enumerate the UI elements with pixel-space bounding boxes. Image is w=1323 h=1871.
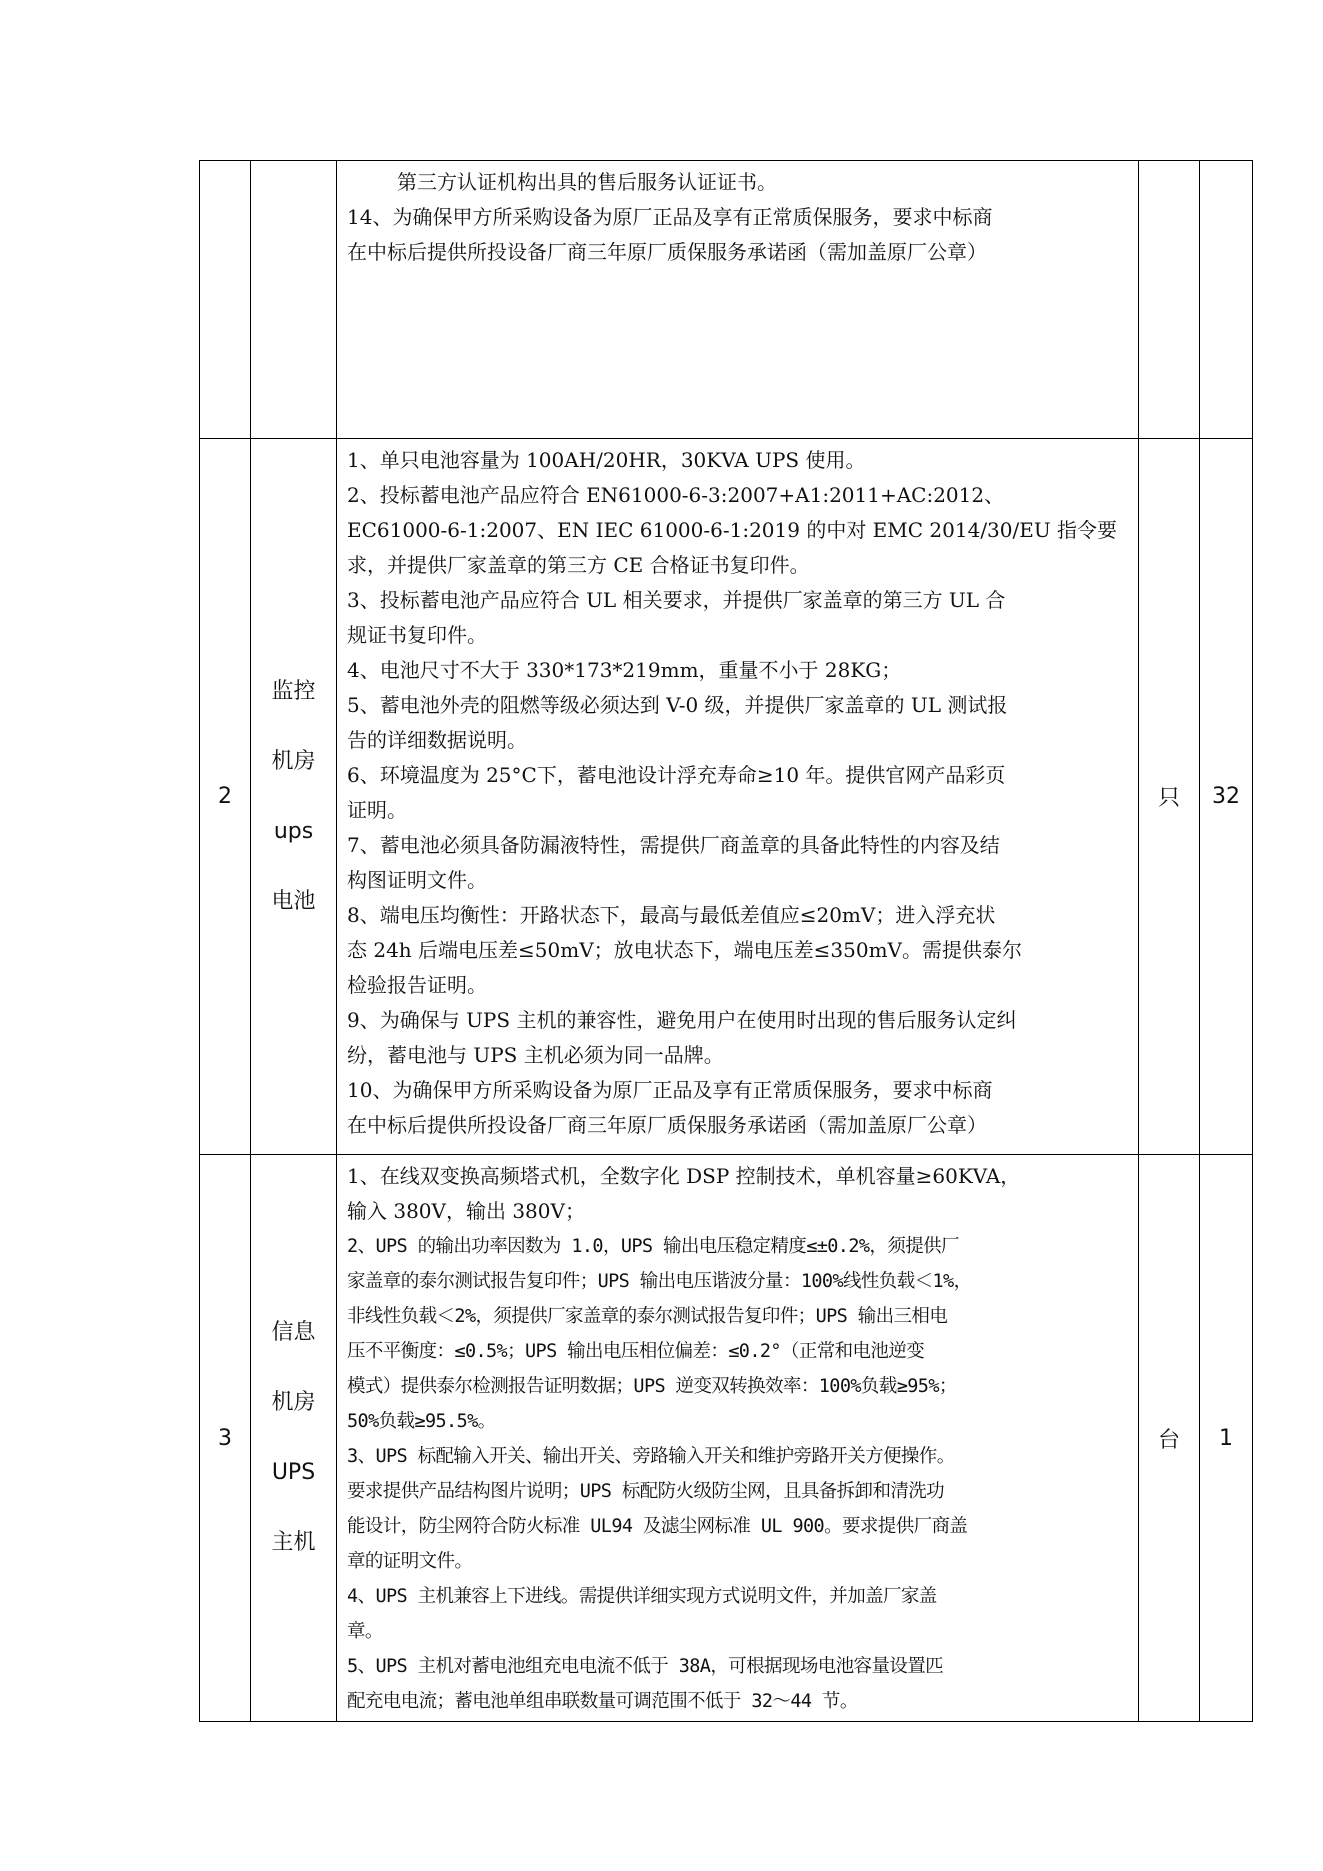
spec-line: 压不平衡度：≤0.5%；UPS 输出电压相位偏差：≤0.2°（正常和电池逆变 xyxy=(347,1341,925,1362)
item-name-line: UPS xyxy=(271,1460,316,1485)
spec-line: 1、单只电池容量为 100AH/20HR，30KVA UPS 使用。 xyxy=(347,448,866,472)
unit-cell xyxy=(1139,1155,1200,1722)
spec-cell xyxy=(337,161,1139,439)
spec-line: 模式）提供泰尔检测报告证明数据；UPS 逆变双转换效率：100%负载≥95%； xyxy=(347,1376,957,1397)
spec-line: 9、为确保与 UPS 主机的兼容性，避免用户在使用时出现的售后服务认定纠 xyxy=(347,1008,1017,1032)
spec-line: 14、为确保甲方所采购设备为原厂正品及享有正常质保服务，要求中标商 xyxy=(347,205,993,229)
spec-line: 输入 380V，输出 380V； xyxy=(347,1199,585,1223)
spec-line: 6、环境温度为 25°C下，蓄电池设计浮充寿命≥10 年。提供官网产品彩页 xyxy=(347,763,1006,787)
item-number-cell xyxy=(200,161,251,439)
item-name-line: ups xyxy=(273,818,314,844)
spec-line: 5、蓄电池外壳的阻燃等级必须达到 V-0 级，并提供厂家盖章的 UL 测试报 xyxy=(347,693,1008,717)
spec-line: 纷，蓄电池与 UPS 主机必须为同一品牌。 xyxy=(347,1043,724,1067)
spec-line: 要求提供产品结构图片说明；UPS 标配防火级防尘网，且具备拆卸和清洗功 xyxy=(347,1481,945,1502)
item-name-cell xyxy=(251,161,337,439)
spec-line: EC61000-6-1:2007、EN IEC 61000-6-1:2019 的中对 EMC 2014/30/EU 指令要 xyxy=(347,518,1118,542)
spec-line: 7、蓄电池必须具备防漏液特性，需提供厂商盖章的具备此特性的内容及结 xyxy=(347,833,1000,857)
spec-line: 态 24h 后端电压差≤50mV；放电状态下，端电压差≤350mV。需提供泰尔 xyxy=(347,938,1022,962)
spec-line: 50%负载≥95.5%。 xyxy=(347,1411,496,1432)
item-name-line: 电池 xyxy=(271,888,316,914)
spec-line: 5、UPS 主机对蓄电池组充电电流不低于 38A，可根据现场电池容量设置匹 xyxy=(347,1656,944,1677)
spec-line: 2、UPS 的输出功率因数为 1.0，UPS 输出电压稳定精度≤±0.2%，须提供厂 xyxy=(347,1236,959,1257)
spec-line: 8、端电压均衡性：开路状态下，最高与最低差值应≤20mV；进入浮充状 xyxy=(347,903,996,927)
spec-line: 在中标后提供所投设备厂商三年原厂质保服务承诺函（需加盖原厂公章） xyxy=(347,240,987,264)
qty-cell xyxy=(1200,439,1253,1155)
spec-line: 3、UPS 标配输入开关、输出开关、旁路输入开关和维护旁路开关方便操作。 xyxy=(347,1446,955,1467)
item-unit: 只 xyxy=(1157,786,1180,811)
spec-line: 配充电电流；蓄电池单组串联数量可调范围不低于 32～44 节。 xyxy=(347,1691,858,1712)
item-unit: 台 xyxy=(1157,1427,1180,1453)
table-row xyxy=(200,1155,1253,1722)
item-qty: 1 xyxy=(1219,1425,1233,1451)
spec-line: 构图证明文件。 xyxy=(347,868,487,892)
spec-line: 家盖章的泰尔测试报告复印件；UPS 输出电压谐波分量：100%线性负载＜1%， xyxy=(347,1271,972,1292)
item-name-cell xyxy=(251,439,337,1155)
spec-line: 非线性负载＜2%，须提供厂家盖章的泰尔测试报告复印件；UPS 输出三相电 xyxy=(347,1306,948,1327)
item-name-line: 信息 xyxy=(271,1320,316,1345)
spec-line: 检验报告证明。 xyxy=(347,973,487,997)
item-name-line: 机房 xyxy=(271,748,316,774)
spec-line: 章的证明文件。 xyxy=(347,1551,473,1572)
item-name-line: 主机 xyxy=(271,1530,316,1555)
item-name-line: 监控 xyxy=(271,678,316,704)
qty-cell xyxy=(1200,161,1253,439)
spec-line: 3、投标蓄电池产品应符合 UL 相关要求，并提供厂家盖章的第三方 UL 合 xyxy=(347,588,1006,612)
item-number: 2 xyxy=(218,784,232,809)
item-qty: 32 xyxy=(1212,784,1240,809)
spec-line: 能设计，防尘网符合防火标准 UL94 及滤尘网标准 UL 900。要求提供厂商盖 xyxy=(347,1516,968,1537)
spec-line: 在中标后提供所投设备厂商三年原厂质保服务承诺函（需加盖原厂公章） xyxy=(347,1113,987,1137)
item-name-cell xyxy=(251,1155,337,1722)
spec-line: 2、投标蓄电池产品应符合 EN61000-6-3:2007+A1:2011+AC:2012、 xyxy=(347,483,1005,507)
unit-cell xyxy=(1139,161,1200,439)
table-row xyxy=(200,439,1253,1155)
spec-line: 4、UPS 主机兼容上下进线。需提供详细实现方式说明文件，并加盖厂家盖 xyxy=(347,1586,937,1607)
spec-line: 求，并提供厂家盖章的第三方 CE 合格证书复印件。 xyxy=(347,553,810,577)
spec-cell xyxy=(337,1155,1139,1722)
spec-line: 章。 xyxy=(347,1621,383,1642)
spec-line: 第三方认证机构出具的售后服务认证证书。 xyxy=(397,170,777,194)
table-row xyxy=(200,161,1253,439)
spec-table xyxy=(199,160,1253,1722)
spec-line: 1、在线双变换高频塔式机，全数字化 DSP 控制技术，单机容量≥60KVA， xyxy=(347,1164,1021,1188)
spec-line: 规证书复印件。 xyxy=(347,623,487,647)
unit-cell xyxy=(1139,439,1200,1155)
item-name-line: 机房 xyxy=(271,1390,316,1415)
qty-cell xyxy=(1200,1155,1253,1722)
spec-line: 10、为确保甲方所采购设备为原厂正品及享有正常质保服务，要求中标商 xyxy=(347,1078,993,1102)
item-number-cell xyxy=(200,1155,251,1722)
spec-line: 4、电池尺寸不大于 330*173*219mm，重量不小于 28KG； xyxy=(347,658,902,682)
spec-line: 告的详细数据说明。 xyxy=(347,728,527,752)
item-number: 3 xyxy=(218,1425,232,1451)
spec-line: 证明。 xyxy=(347,798,407,822)
spec-cell xyxy=(337,439,1139,1155)
item-number-cell xyxy=(200,439,251,1155)
